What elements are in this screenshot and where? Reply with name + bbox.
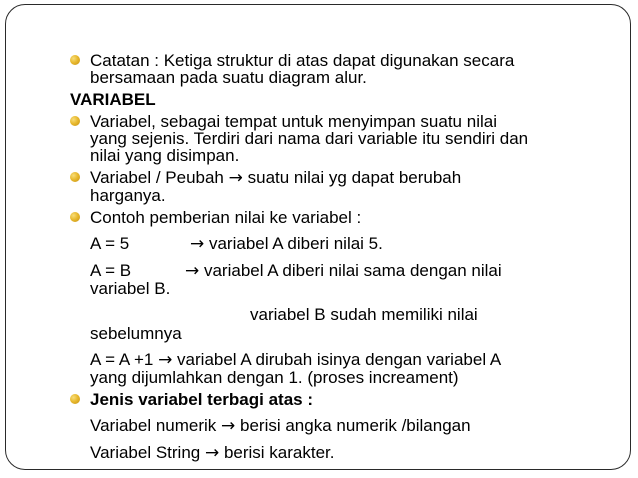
string-term: Variabel String [90,443,201,462]
arrow-right-icon: → [190,234,205,254]
bullet-dot-icon [70,212,80,222]
arrow-right-icon: → [221,416,236,436]
jenis-numerik [70,417,600,435]
bullet-dot-icon [70,55,80,65]
peubah-term: Variabel / Peubah [90,168,224,187]
example-2-note-line-1: variabel B sudah memiliki nilai [250,305,478,324]
arrow-right-icon: → [158,350,173,370]
bullet-catatan [70,52,600,86]
bullet-variabel-definition [70,113,600,164]
slide-content [70,52,600,462]
jenis-line: Jenis variabel terbagi atas : [90,390,313,409]
peubah-meaning: suatu nilai yg dapat berubah [242,168,462,187]
example-2-note [70,306,600,342]
catatan-line-2: bersamaan pada suatu diagram alur. [90,68,367,87]
arrow-right-icon: → [185,261,200,281]
example-2-description: variabel A diberi nilai sama dengan nilai [199,261,502,280]
peubah-line-2: harganya. [90,186,166,205]
example-3-description: variabel A dirubah isinya dengan variabel A [172,350,502,369]
example-1-expression: A = 5 [90,234,130,253]
bullet-jenis [70,391,600,408]
var-def-line-1: Variabel, sebagai tempat untuk menyimpan suatu nilai [90,112,497,131]
bullet-dot-icon [70,116,80,126]
example-3-line-2: yang dijumlahkan dengan 1. (proses increament) [90,368,459,387]
numerik-description: berisi angka numerik /bilangan [235,416,471,435]
example-2-line-1 [90,262,600,280]
example-3 [70,351,600,386]
section-heading-variabel: VARIABEL [70,90,156,109]
numerik-term: Variabel numerik [90,416,217,435]
example-3-line-1 [90,351,600,369]
arrow-right-icon: → [228,168,243,188]
bullet-dot-icon [70,172,80,182]
arrow-right-icon: → [204,443,220,463]
example-1-description: variabel A diberi nilai 5. [204,234,383,253]
string-description: berisi karakter. [219,443,335,462]
contoh-line: Contoh pemberian nilai ke variabel : [90,208,362,227]
catatan-line-1: Catatan : Ketiga struktur di atas dapat digunakan secara [90,51,515,70]
bullet-peubah [70,169,600,204]
jenis-string [70,444,600,462]
bullet-contoh [70,209,600,226]
example-2 [70,262,600,297]
var-def-line-2: yang sejenis. Terdiri dari nama dari variable itu sendiri dan [90,129,529,148]
example-2-note-line-2: sebelumnya [90,324,182,343]
example-2-expression: A = B [90,261,132,280]
peubah-line-1 [90,169,600,187]
bullet-dot-icon [70,394,80,404]
example-1 [70,235,600,253]
var-def-line-3: nilai yang disimpan. [90,146,240,165]
example-3-expression: A = A +1 [90,350,154,369]
example-2-line-2: variabel B. [90,279,171,298]
